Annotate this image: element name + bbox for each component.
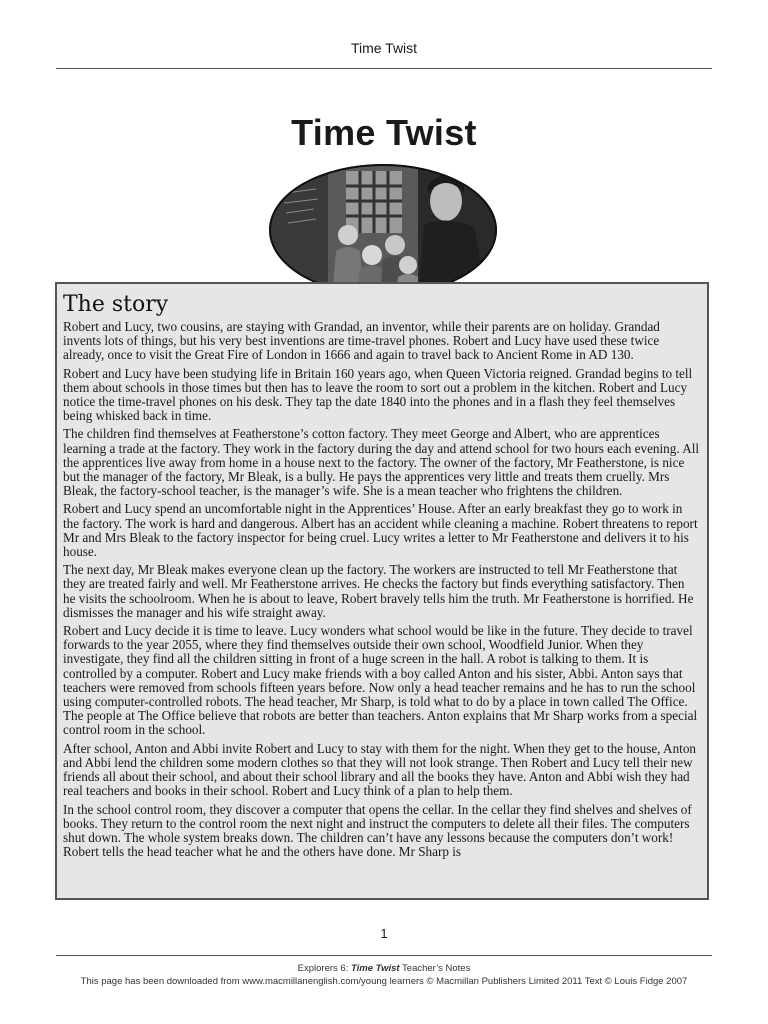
footer-copyright: This page has been downloaded from www.macmillanenglish.com/young learners © Macmillan Publishers Limited 2011 Text © Louis Fidge 2007 xyxy=(80,976,688,987)
story-paragraph: The children find themselves at Featherstone’s cotton factory. They meet George and Albert, who are apprentices learning a trade at the factory. They work in the factory during the day and attend school for two hours each evening. All the apprentices live away from home in a house next to the factory. The owner of the factory, Mr Featherstone, is nice but the manager of the factory, Mr Bleak, is a bully. He pays the apprentices very little and treats them cruelly. Mrs Bleak, the factory-school teacher, is the manager’s wife. She is a mean teacher who frightens the children. xyxy=(63,426,700,499)
page-title: Time Twist xyxy=(291,112,477,153)
story-illustration xyxy=(268,163,498,297)
story-paragraph: Robert and Lucy spend an uncomfortable night in the Apprentices’ House. After an early breakfast they go to work in the factory. The work is hard and dangerous. Albert has an accident while cleaning a machine. Robert threatens to report Mr and Mrs Bleak to the factory inspector for being cruel. Lucy writes a letter to Mr Featherstone and delivers it to his house. xyxy=(63,501,698,560)
story-paragraph: Robert and Lucy have been studying life in Britain 160 years ago, when Queen Victoria reigned. Grandad begins to tell them about schools in those times but then has to leave the room to sort out a problem in the kitchen. Robert and Lucy notice the time-travel phones on his desk. They tap the date 1840 into the phones and in a flash they feel themselves being whisked back in time. xyxy=(63,365,693,424)
story-paragraph: Robert and Lucy, two cousins, are staying with Grandad, an inventor, while their parents are on holiday. Grandad invents lots of things, but his very best inventions are time-travel phones. Robert and Lucy have used these twice already, once to visit the Great Fire of London in 1666 and again to travel back to Ancient Rome in AD 130. xyxy=(63,319,660,363)
running-header: Time Twist xyxy=(350,40,418,56)
footer-book-title: Time Twist xyxy=(350,963,400,974)
story-box xyxy=(55,282,709,900)
story-paragraph: After school, Anton and Abbi invite Robert and Lucy to stay with them for the night. When they get to the house, Anton and Abbi lend the children some modern clothes so that they will not look strange. Then Robert and Lucy tell their new friends all about their school, and about their school library and all the books they have. Anton and Abbi wish they had real teachers and books in their school. Robert and Lucy think of a plan to help them. xyxy=(63,740,697,799)
story-paragraph: Robert and Lucy decide it is time to leave. Lucy wonders what school would be like in the future. They decide to travel forwards to the year 2055, where they find themselves outside their own school, Woodfield Junior. When they investigate, they find all the children sitting in front of a huge screen in the hall. A robot is talking to them. It is controlled by a computer. Robert and Lucy make friends with a boy called Anton and his sister, Abbi. Anton says that teachers were removed from schools fifteen years before. Now only a head teacher remains and he has to run the school using computer-controlled robots. The head teacher, Mr Sharp, is told what to do by a place in town called The Office. The people at The Office believe that robots are better than teachers. Anton explains that Mr Sharp works from a special control room in the school. xyxy=(63,623,698,738)
footer-series-line xyxy=(0,963,768,974)
footer-series-prefix: Explorers 6: xyxy=(297,963,351,974)
footer-divider xyxy=(56,955,712,956)
page-number: 1 xyxy=(380,926,388,941)
header-divider xyxy=(56,68,712,69)
story-heading: The story xyxy=(63,292,169,317)
story-paragraph: In the school control room, they discover a computer that opens the cellar. In the cellar they find shelves and shelves of books. They return to the control room the next night and instruct the computers to delete all their files. The computers shut down. The whole system breaks down. The children can’t have any lessons because the computers don’t work! Robert tells the head teacher what he and the others have done. Mr Sharp is xyxy=(63,801,692,860)
footer-series-suffix: Teacher’s Notes xyxy=(399,963,471,974)
story-paragraph: The next day, Mr Bleak makes everyone clean up the factory. The workers are instructed to tell Mr Featherstone that they are treated fairly and well. Mr Featherstone arrives. He checks the factory but finds everything satisfactory. Then he visits the schoolroom. When he is about to leave, Robert bravely tells him the truth. Mr Featherstone is horrified. He dismisses the manager and his wife straight away. xyxy=(63,562,694,620)
